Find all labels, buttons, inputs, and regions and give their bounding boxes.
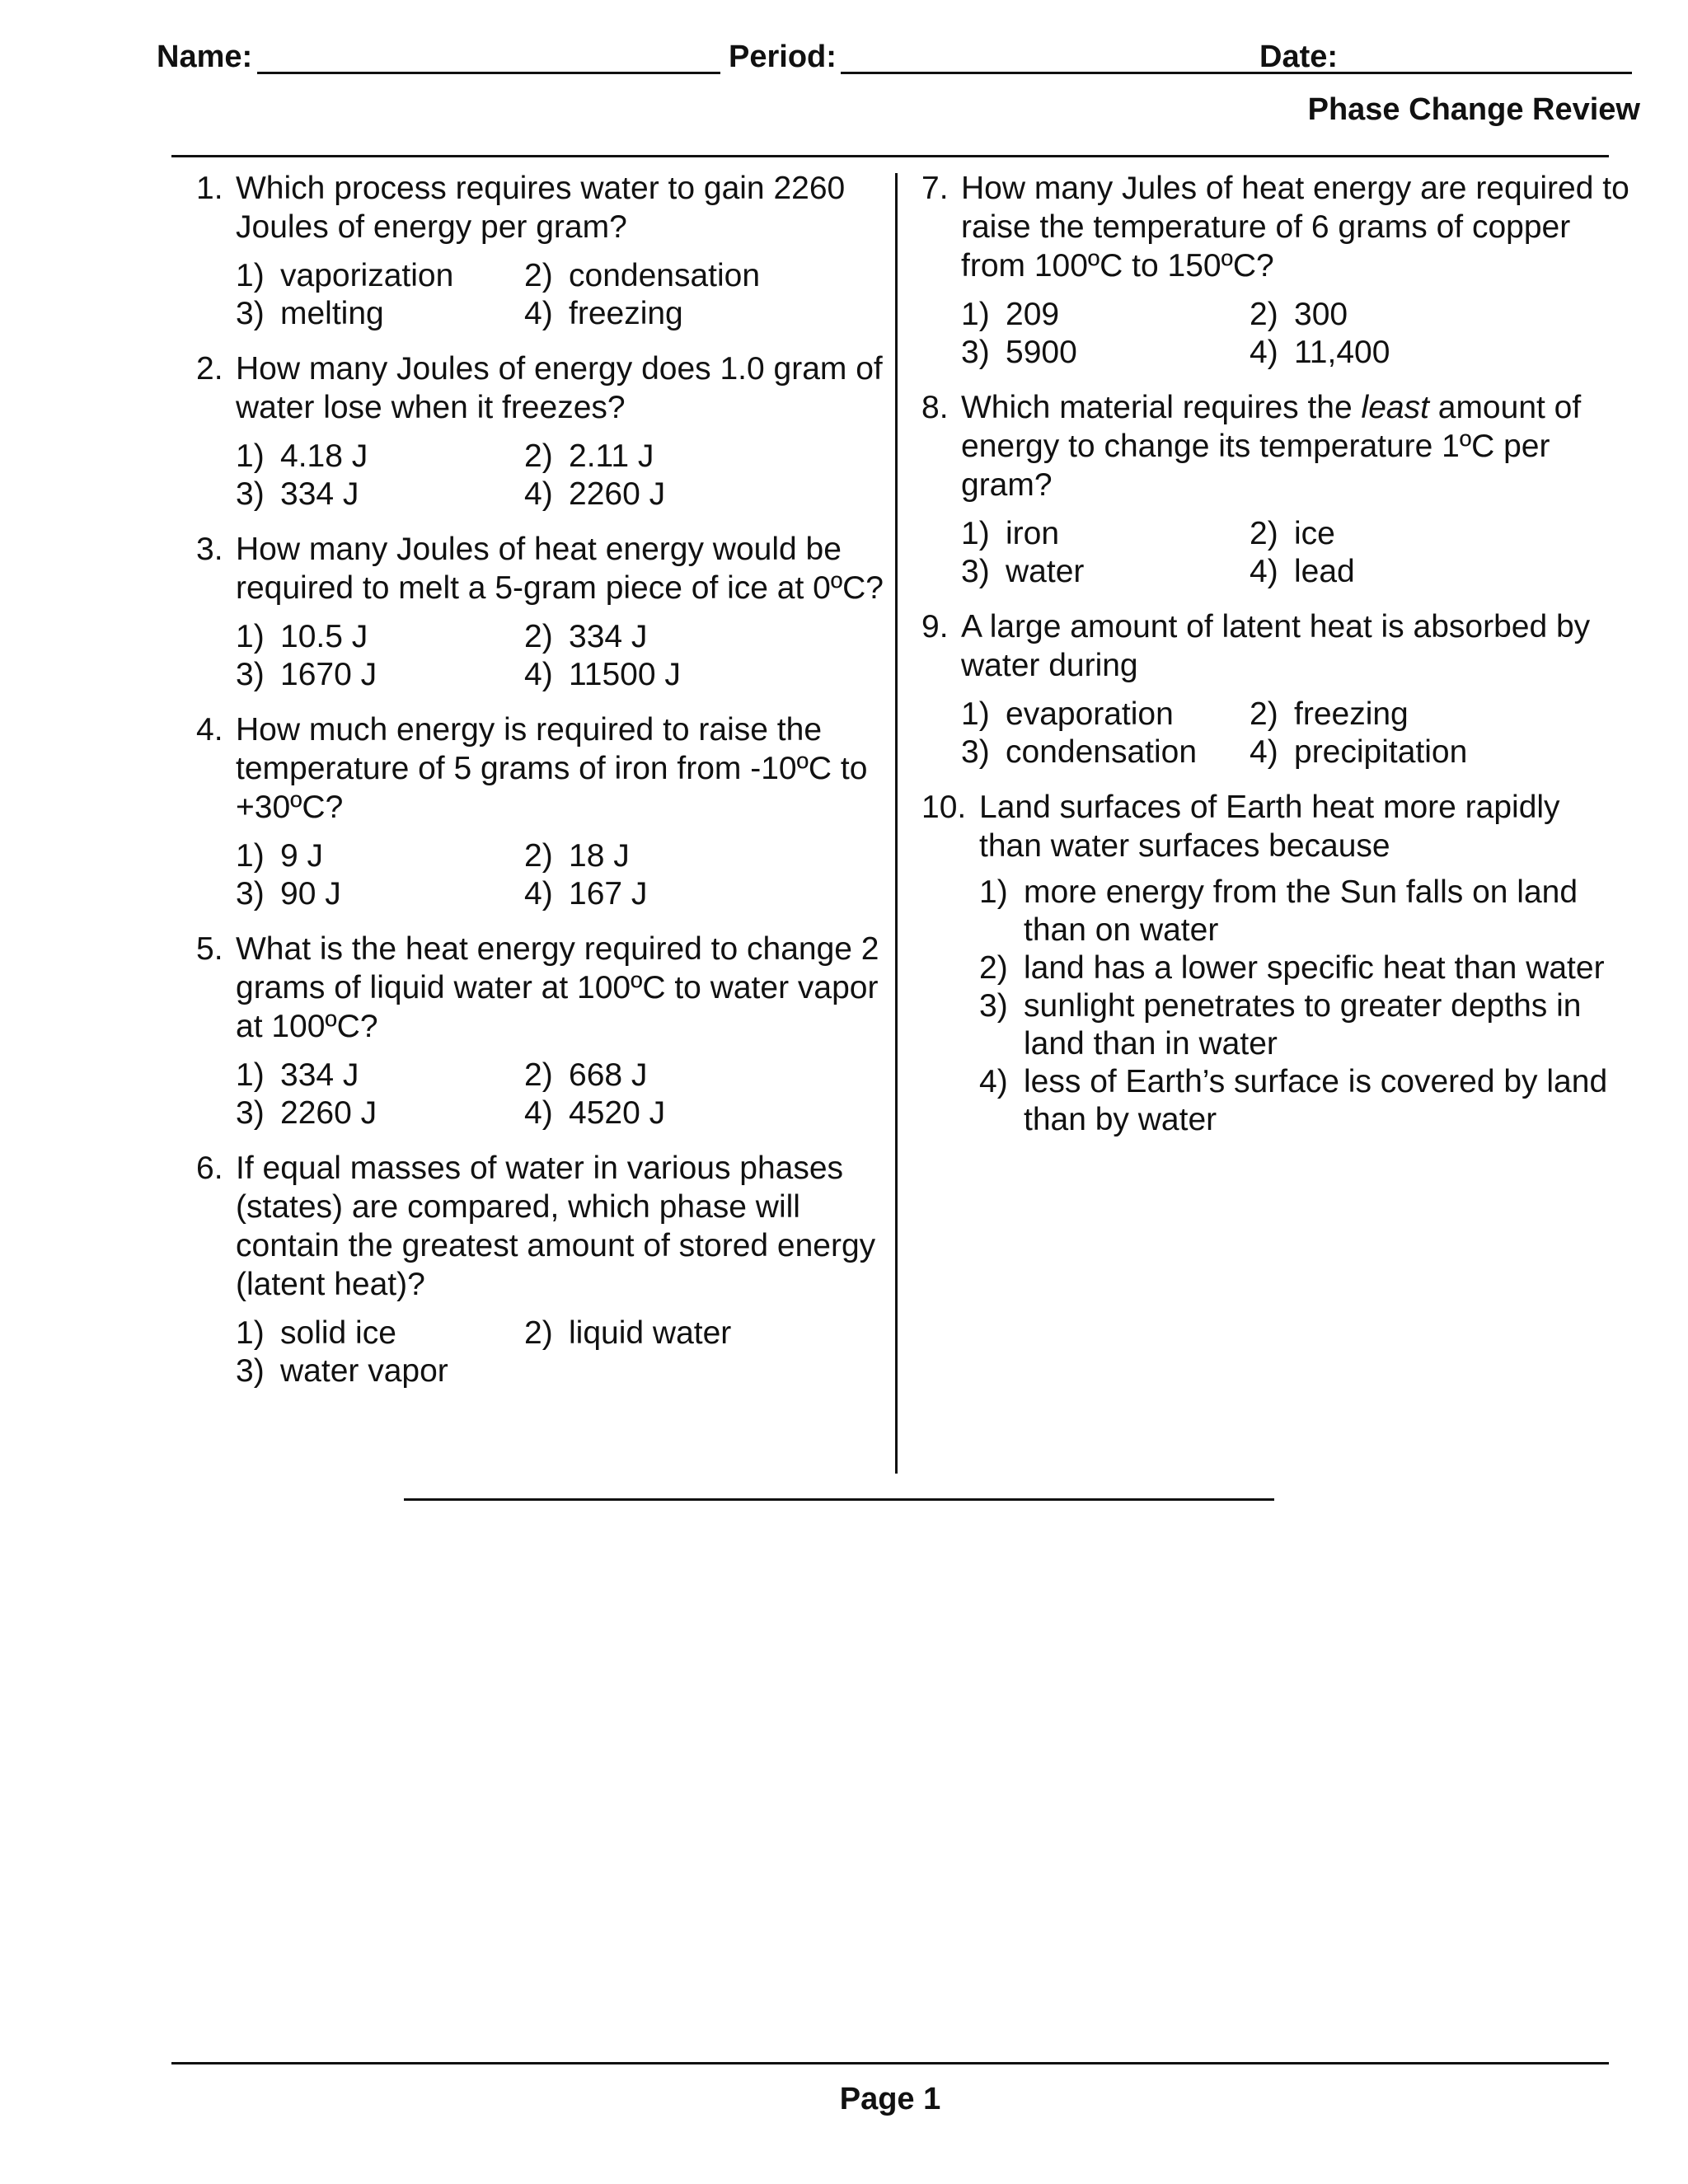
page-number: Page 1 [839, 2082, 941, 2116]
choice-number: 4) [524, 657, 553, 692]
choice-text: lead [1294, 554, 1355, 589]
choice-number: 2) [524, 838, 553, 874]
choice-number: 3) [236, 657, 265, 692]
question-1 [196, 169, 889, 333]
answer-choice[interactable] [524, 476, 813, 513]
choice-number: 2) [524, 619, 553, 654]
choice-text: 5900 [1006, 335, 1077, 370]
answer-choice[interactable] [236, 875, 524, 913]
choice-number: 3) [236, 876, 265, 912]
choice-text: freezing [1294, 696, 1409, 732]
choice-text: 2260 J [569, 476, 666, 512]
choice-text: melting [280, 296, 384, 331]
choice-number: 2) [524, 1315, 553, 1351]
choice-text: land has a lower specific heat than water [1024, 950, 1605, 986]
question-number: 1. [196, 171, 223, 206]
emphasized-word: least [1361, 390, 1429, 425]
choice-text: sunlight penetrates to greater depths in land than in water [1024, 988, 1582, 1062]
answer-choice[interactable] [524, 875, 813, 913]
question-text: How much energy is required to raise the temperature of 5 grams of iron from -10ºC to +30ºC? [236, 712, 868, 825]
answer-choice[interactable] [236, 837, 524, 875]
choice-text: 10.5 J [280, 619, 368, 654]
question-9 [921, 607, 1630, 771]
choice-text: water vapor [280, 1353, 448, 1389]
answer-choice[interactable] [524, 618, 813, 656]
question-number: 9. [921, 609, 949, 644]
choice-number: 4) [524, 296, 553, 331]
choice-number: 2) [524, 258, 553, 293]
choice-number: 2) [1250, 516, 1278, 551]
question-number: 8. [921, 390, 949, 425]
question-number: 7. [921, 171, 949, 206]
choice-text: condensation [1006, 734, 1198, 770]
choice-number: 1) [236, 258, 265, 293]
choice-number: 1) [961, 297, 990, 332]
choice-number: 2) [1250, 297, 1278, 332]
answer-choice[interactable] [961, 553, 1250, 591]
answer-choice[interactable] [524, 1094, 813, 1132]
question-5 [196, 930, 889, 1132]
answer-choice[interactable] [1250, 696, 1538, 733]
date-label: Date: [1259, 40, 1339, 74]
answer-choice[interactable] [524, 295, 813, 333]
answer-choice[interactable] [961, 515, 1250, 553]
answer-choice[interactable] [961, 296, 1250, 334]
choice-text: 300 [1294, 297, 1348, 332]
choice-text: 209 [1006, 297, 1060, 332]
answer-choice[interactable] [236, 618, 524, 656]
choice-number: 3) [236, 1095, 265, 1131]
choice-text: condensation [569, 258, 761, 293]
choice-number: 1) [236, 838, 265, 874]
answer-choice[interactable] [524, 438, 813, 476]
question-7 [921, 169, 1630, 372]
choice-number: 1) [961, 696, 990, 732]
answer-choice[interactable] [1250, 553, 1538, 591]
choice-text: 334 J [569, 619, 648, 654]
question-number: 10. [921, 790, 967, 825]
question-text: How many Joules of heat energy would be required to melt a 5-gram piece of ice at 0ºC? [236, 532, 884, 606]
choice-text: water [1006, 554, 1085, 589]
name-blank[interactable] [257, 72, 720, 74]
choice-text: freezing [569, 296, 683, 331]
answer-choice[interactable] [961, 334, 1250, 372]
choice-number: 1) [236, 1315, 265, 1351]
answer-choice[interactable] [979, 987, 1630, 1063]
answer-choices [236, 257, 889, 333]
question-number: 5. [196, 931, 223, 967]
answer-choice[interactable] [236, 1352, 524, 1390]
choice-text: precipitation [1294, 734, 1468, 770]
choice-number: 4) [524, 476, 553, 512]
choice-text: 90 J [280, 876, 341, 912]
column-divider [895, 173, 898, 1474]
answer-choice[interactable] [1250, 334, 1538, 372]
question-6 [196, 1149, 889, 1390]
choice-number: 4) [1250, 335, 1278, 370]
answer-choices [236, 1057, 889, 1132]
answer-choices [961, 296, 1630, 372]
choice-text: solid ice [280, 1315, 396, 1351]
choice-number: 2) [979, 950, 1008, 986]
question-text: Which process requires water to gain 2260 Joules of energy per gram? [236, 171, 846, 245]
name-label: Name: [157, 40, 253, 74]
question-number: 4. [196, 712, 223, 748]
question-number: 2. [196, 351, 223, 387]
question-text-part: amount of energy to change its temperature 1ºC per gram? [961, 390, 1582, 503]
section-end-rule [404, 1498, 1274, 1501]
answer-choice[interactable] [524, 837, 813, 875]
choice-text: 2260 J [280, 1095, 377, 1131]
answer-choice[interactable] [236, 1094, 524, 1132]
choice-number: 1) [236, 619, 265, 654]
answer-choice[interactable] [524, 656, 813, 694]
answer-choice[interactable] [979, 949, 1630, 987]
answer-choice[interactable] [236, 257, 524, 295]
question-text-part: Which material requires the [961, 390, 1362, 425]
choice-number: 3) [236, 296, 265, 331]
answer-choice[interactable] [524, 1057, 813, 1094]
answer-choice[interactable] [1250, 733, 1538, 771]
choice-number: 4) [1250, 554, 1278, 589]
question-3 [196, 530, 889, 694]
choice-text: 167 J [569, 876, 648, 912]
answer-choices [979, 874, 1630, 1139]
left-column [196, 169, 889, 1407]
question-2 [196, 349, 889, 513]
choice-number: 3) [961, 734, 990, 770]
answer-choices [236, 1315, 889, 1390]
choice-number: 3) [979, 988, 1008, 1024]
answer-choices [961, 515, 1630, 591]
choice-number: 4) [524, 876, 553, 912]
choice-number: 3) [236, 476, 265, 512]
student-info-row [157, 36, 1640, 77]
worksheet-title: Phase Change Review [1307, 92, 1640, 127]
choice-number: 1) [236, 438, 265, 474]
question-4 [196, 710, 889, 913]
date-blank[interactable] [1343, 72, 1632, 74]
choice-text: 11,400 [1294, 335, 1390, 370]
question-text: Land surfaces of Earth heat more rapidly than water surfaces because [979, 790, 1560, 864]
choice-number: 3) [961, 554, 990, 589]
choice-text: 2.11 J [569, 438, 654, 474]
choice-number: 4) [524, 1095, 553, 1131]
answer-choices [236, 438, 889, 513]
answer-choice[interactable] [236, 476, 524, 513]
answer-choice[interactable] [236, 1315, 524, 1352]
question-text: How many Joules of energy does 1.0 gram of water lose when it freezes? [236, 351, 883, 425]
question-text: A large amount of latent heat is absorbed by water during [961, 609, 1591, 683]
choice-number: 1) [979, 874, 1008, 910]
choice-number: 1) [236, 1057, 265, 1093]
choice-text: 11500 J [569, 657, 681, 692]
choice-number: 3) [961, 335, 990, 370]
right-column [921, 169, 1630, 1155]
choice-text: ice [1294, 516, 1335, 551]
period-label: Period: [729, 40, 837, 74]
choice-text: iron [1006, 516, 1060, 551]
choice-number: 2) [1250, 696, 1278, 732]
answer-choice[interactable] [524, 257, 813, 295]
choice-text: more energy from the Sun falls on land than on water [1024, 874, 1578, 948]
question-text: How many Jules of heat energy are required to raise the temperature of 6 grams of copper from 100ºC to 150ºC? [961, 171, 1629, 284]
question-number: 3. [196, 532, 223, 567]
choice-text: 1670 J [280, 657, 377, 692]
answer-choice[interactable] [1250, 515, 1538, 553]
question-text: If equal masses of water in various phases (states) are compared, which phase will contain the greatest amount of stored energy (latent heat)? [236, 1151, 876, 1302]
answer-choice[interactable] [236, 1057, 524, 1094]
answer-choice[interactable] [236, 438, 524, 476]
choice-text: 668 J [569, 1057, 648, 1093]
question-text [961, 388, 1630, 504]
answer-choice[interactable] [524, 1315, 813, 1352]
answer-choice[interactable] [961, 733, 1250, 771]
choice-number: 4) [1250, 734, 1278, 770]
question-number: 6. [196, 1151, 223, 1186]
answer-choice[interactable] [979, 1063, 1630, 1139]
choice-text: evaporation [1006, 696, 1174, 732]
header-rule [171, 155, 1609, 157]
choice-text: 334 J [280, 476, 359, 512]
choice-number: 2) [524, 438, 553, 474]
answer-choices [236, 837, 889, 913]
question-10 [921, 788, 1630, 1139]
choice-text: 4.18 J [280, 438, 368, 474]
choice-number: 3) [236, 1353, 265, 1389]
answer-choice[interactable] [979, 874, 1630, 949]
question-8 [921, 388, 1630, 591]
choice-number: 2) [524, 1057, 553, 1093]
answer-choice[interactable] [961, 696, 1250, 733]
choice-number: 1) [961, 516, 990, 551]
choice-text: 9 J [280, 838, 324, 874]
question-text: What is the heat energy required to change 2 grams of liquid water at 100ºC to water vapor at 100ºC? [236, 931, 879, 1044]
choice-text: less of Earth’s surface is covered by land than by water [1024, 1064, 1608, 1137]
choice-number: 4) [979, 1064, 1008, 1099]
choice-text: 334 J [280, 1057, 359, 1093]
choice-text: liquid water [569, 1315, 732, 1351]
answer-choice[interactable] [1250, 296, 1538, 334]
choice-text: 18 J [569, 838, 630, 874]
answer-choice[interactable] [236, 295, 524, 333]
answer-choice[interactable] [236, 656, 524, 694]
answer-choices [961, 696, 1630, 771]
choice-text: 4520 J [569, 1095, 666, 1131]
choice-text: vaporization [280, 258, 454, 293]
footer-rule [171, 2062, 1609, 2064]
answer-choices [236, 618, 889, 694]
